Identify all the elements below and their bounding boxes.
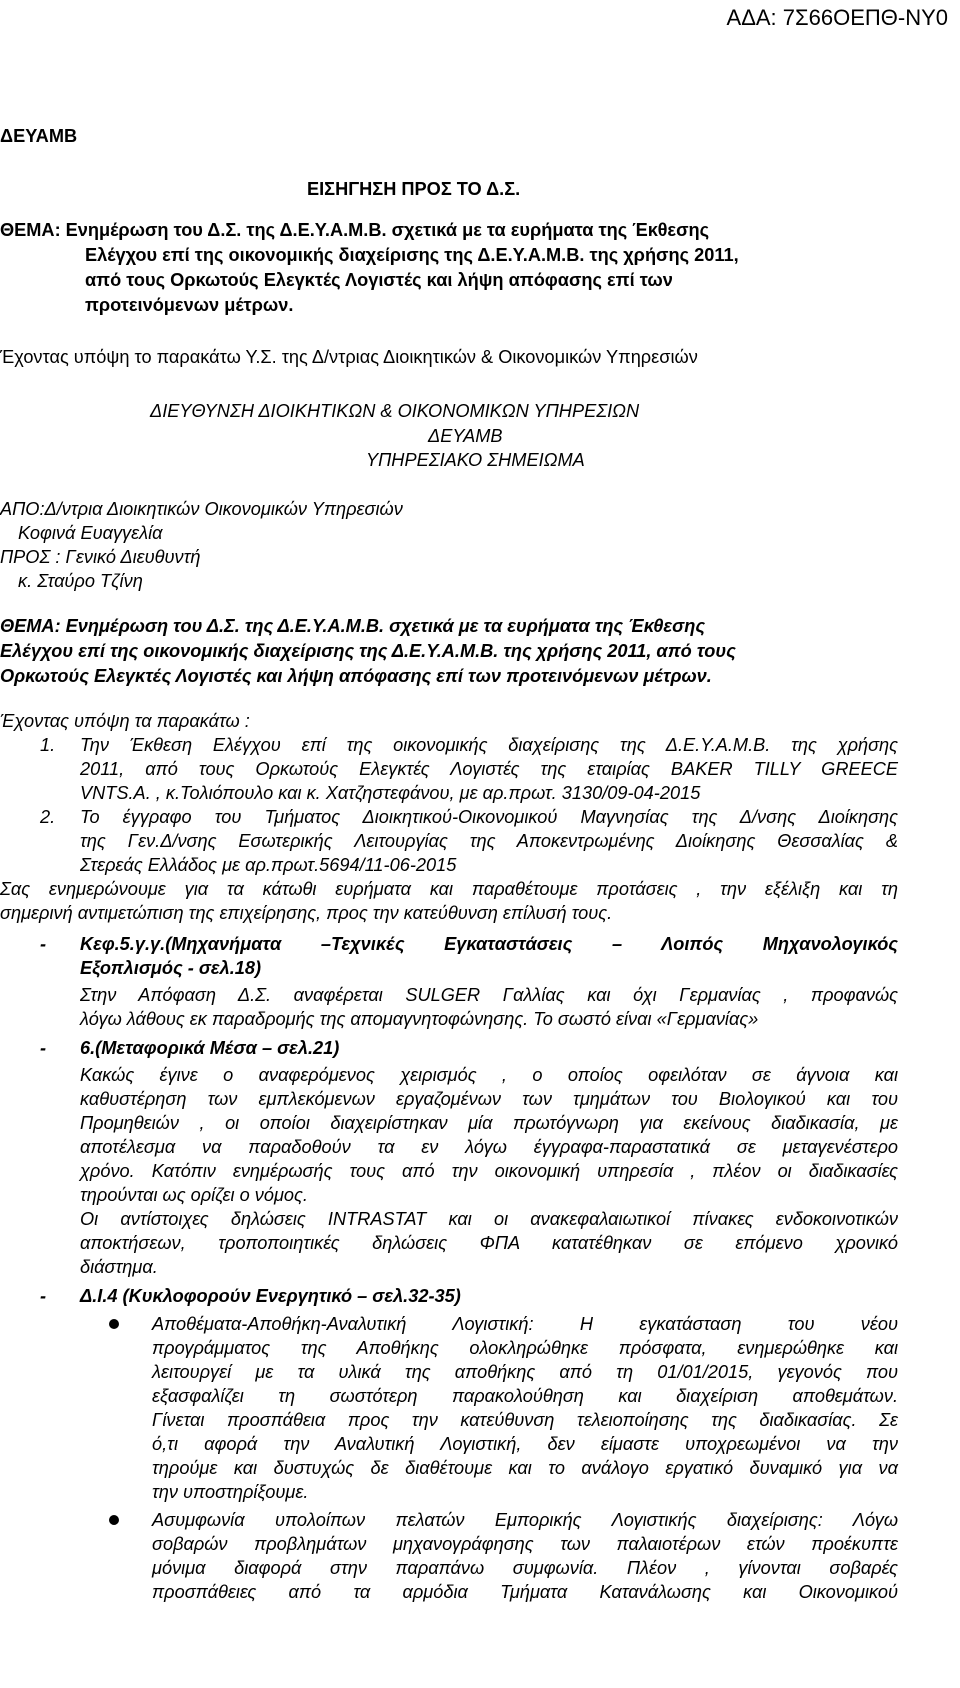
item-1-line-3: VNTS.A. , κ.Τολιόπουλο και κ. Χατζηστεφάνου, με αρ.πρωτ. 3130/09-04-2015 (80, 783, 701, 803)
finding-2-body-line-5: χρόνο. Κατόπιν ενημέρωσής τους από την οικονομική υπηρεσία , πλέον οι διαδικασίες (80, 1161, 898, 1181)
bullet-2-line-2: σοβαρών προβλημάτων μηχανογράφησης των παλαιοτέρων ετών προέκυπτε (152, 1534, 898, 1554)
memo-thema-line-1: ΘΕΜΑ: Ενημέρωση του Δ.Σ. της Δ.Ε.Υ.Α.Μ.Β. σχετικά με τα ευρήματα της Έκθεσης (0, 616, 705, 636)
bullet-2-dot (109, 1515, 119, 1525)
item-2-number: 2. (40, 807, 56, 827)
bullet-2-line-3: μόνιμα διαφορά στην παραπάνω συμφωνία. Πλέον , γίνονται σοβαρές (152, 1558, 898, 1578)
memo-type: ΥΠΗΡΕΣΙΑΚΟ ΣΗΜΕΙΩΜΑ (366, 450, 585, 470)
finding-1-body-line-2: λόγω λάθους εκ παραδρομής της απομαγνητοφώνησης. Το σωστό είναι «Γερμανίας» (80, 1009, 759, 1029)
finding-2-body-line-1: Κακώς έγινε ο αναφερόμενος χειρισμός , ο οποίος οφειλόταν σε άγνοια και (80, 1065, 898, 1085)
memo-directorate: ΔΙΕΥΘΥΝΣΗ ΔΙΟΙΚΗΤΙΚΩΝ & ΟΙΚΟΝΟΜΙΚΩΝ ΥΠΗΡΕΣΙΩΝ (150, 401, 640, 421)
memo-to: ΠΡΟΣ : Γενικό Διευθυντή (0, 547, 201, 567)
item-1-line-1: Την Έκθεση Ελέγχου επί της οικονομικής διαχείρισης της Δ.Ε.Υ.Α.Μ.Β. της χρήσης (80, 735, 898, 755)
ada-code: ΑΔΑ: 7Σ66ΟΕΠΘ-ΝΥ0 (726, 5, 948, 30)
item-1-number: 1. (40, 735, 56, 755)
finding-3-dash: - (40, 1286, 47, 1306)
bullet-1-line-6: ό,τι αφορά την Αναλυτική Λογιστική, δεν είμαστε υποχρεωμένοι να την (152, 1434, 898, 1454)
finding-1-dash: - (40, 934, 47, 954)
bullet-1-line-8: την υποστηρίξουμε. (152, 1482, 309, 1502)
item-2-line-1: Το έγγραφο του Τμήματος Διοικητικού-Οικονομικού Μαγνησίας της Δ/νσης Διοίκησης (80, 807, 898, 827)
intro-line-1: Σας ενημερώνουμε για τα κάτωθι ευρήματα και παραθέτουμε προτάσεις , την εξέλιξη και τη (0, 879, 898, 899)
bullet-1-line-4: εξασφαλίζει τη σωστότερη παρακολούθηση και διαχείριση αποθεμάτων. (152, 1386, 898, 1406)
bullet-2-line-4: προσπάθειες από τα αρμόδια Τμήματα Κατανάλωσης και Οικονομικού (152, 1582, 898, 1602)
finding-2-body-line-9: διάστημα. (80, 1257, 158, 1277)
thema-line-2: Ελέγχου επί της οικονομικής διαχείρισης της Δ.Ε.Υ.Α.Μ.Β. της χρήσης 2011, (85, 245, 739, 265)
memo-to-name: κ. Σταύρο Τζίνη (18, 571, 143, 591)
finding-2-body-line-6: τηρούνται ως ορίζει ο νόμος. (80, 1185, 308, 1205)
finding-2-title: 6.(Μεταφορικά Μέσα – σελ.21) (80, 1038, 340, 1058)
memo-org: ΔΕΥΑΜΒ (428, 426, 503, 446)
bullet-1-line-7: τηρούμε και δυστυχώς δε διαθέτουμε και το ανάλογο εργατικό δυναμικό για να (152, 1458, 898, 1478)
finding-2-body-line-7: Οι αντίστοιχες δηλώσεις INTRASTAT και οι ανακεφαλαιωτικοί πίνακες ενδοκοινοτικών (80, 1209, 898, 1229)
memo-from: ΑΠΟ:Δ/ντρια Διοικητικών Οικονομικών Υπηρεσιών (0, 499, 403, 519)
finding-2-body-line-2: καθυστέρηση των εμπλεκόμενων εργαζομένων των τμημάτων του Βιολογικού και του (80, 1089, 898, 1109)
thema-line-3: από τους Ορκωτούς Ελεγκτές Λογιστές και λήψη απόφασης επί των (85, 270, 673, 290)
finding-2-body-line-8: αποκτήσεων, τροποποιητικές δηλώσεις ΦΠΑ κατατέθηκαν σε επόμενο χρονικό (80, 1233, 898, 1253)
finding-1-title-line-1: Κεφ.5.γ.γ.(Μηχανήματα –Τεχνικές Εγκαταστάσεις – Λοιπός Μηχανολογικός (80, 934, 898, 954)
finding-2-body-line-4: αποτέλεσμα να παραδοθούν τα εν λόγω έγγραφα-παραστατικά σε μεταγενέστερο (80, 1137, 898, 1157)
thema-line-1: ΘΕΜΑ: Ενημέρωση του Δ.Σ. της Δ.Ε.Υ.Α.Μ.Β. σχετικά με τα ευρήματα της Έκθεσης (0, 220, 710, 240)
bullet-2-line-1: Ασυμφωνία υπολοίπων πελατών Εμπορικής Λογιστικής διαχείρισης: Λόγω (152, 1510, 898, 1530)
bullet-1-line-2: προγράμματος της Αποθήκης ολοκληρώθηκε πρόσφατα, ενημερώθηκε και (152, 1338, 898, 1358)
bullet-1-line-3: λειτουργεί με τα υλικά της αποθήκης από τη 01/01/2015, γεγονός που (152, 1362, 898, 1382)
org-name: ΔΕΥΑΜΒ (0, 126, 78, 146)
finding-2-dash: - (40, 1038, 47, 1058)
thema-line-4: προτεινόμενων μέτρων. (85, 295, 294, 315)
finding-2-body-line-3: Προμηθειών , οι οποίοι διαχειρίστηκαν μία πρωτόγνωρη για εκείνους διαδικασία, με (80, 1113, 898, 1133)
finding-3-title: Δ.Ι.4 (Κυκλοφορούν Ενεργητικό – σελ.32-35) (80, 1286, 461, 1306)
memo-thema-line-2: Ελέγχου επί της οικονομικής διαχείρισης της Δ.Ε.Υ.Α.Μ.Β. της χρήσης 2011, από τους (0, 641, 736, 661)
memo-from-name: Κοφινά Ευαγγελία (18, 523, 163, 543)
item-1-line-2: 2011, από τους Ορκωτούς Ελεγκτές Λογιστές της εταιρίας BAKER TILLY GREECE (80, 759, 898, 779)
bullet-1-line-5: Γίνεται προσπάθεια προς την κατεύθυνση τελειοποίησης της διαδικασίας. Σε (152, 1410, 898, 1430)
bullet-1-line-1: Αποθέματα-Αποθήκη-Αναλυτική Λογιστική: Η εγκατάσταση του νέου (152, 1314, 898, 1334)
bullet-1-dot (109, 1319, 119, 1329)
item-2-line-2: της Γεν.Δ/νσης Εσωτερικής Λειτουργίας της Αποκεντρωμένης Διοίκησης Θεσσαλίας & (80, 831, 898, 851)
exontas-line: Έχοντας υπόψη το παρακάτω Υ.Σ. της Δ/ντριας Διοικητικών & Οικονομικών Υπηρεσιών (0, 347, 698, 367)
eisigisi-title: ΕΙΣΗΓΗΣΗ ΠΡΟΣ ΤΟ Δ.Σ. (307, 179, 521, 199)
finding-1-title-line-2: Εξοπλισμός - σελ.18) (80, 958, 262, 978)
memo-exontas: Έχοντας υπόψη τα παρακάτω : (0, 711, 250, 731)
item-2-line-3: Στερεάς Ελλάδος με αρ.πρωτ.5694/11-06-2015 (80, 855, 457, 875)
intro-line-2: σημερινή αντιμετώπιση της επιχείρησης, προς την κατεύθυνση επίλυσή τους. (0, 903, 613, 923)
finding-1-body-line-1: Στην Απόφαση Δ.Σ. αναφέρεται SULGER Γαλλίας και όχι Γερμανίας , προφανώς (80, 985, 898, 1005)
memo-thema-line-3: Ορκωτούς Ελεγκτές Λογιστές και λήψη απόφασης επί των προτεινόμενων μέτρων. (0, 666, 712, 686)
